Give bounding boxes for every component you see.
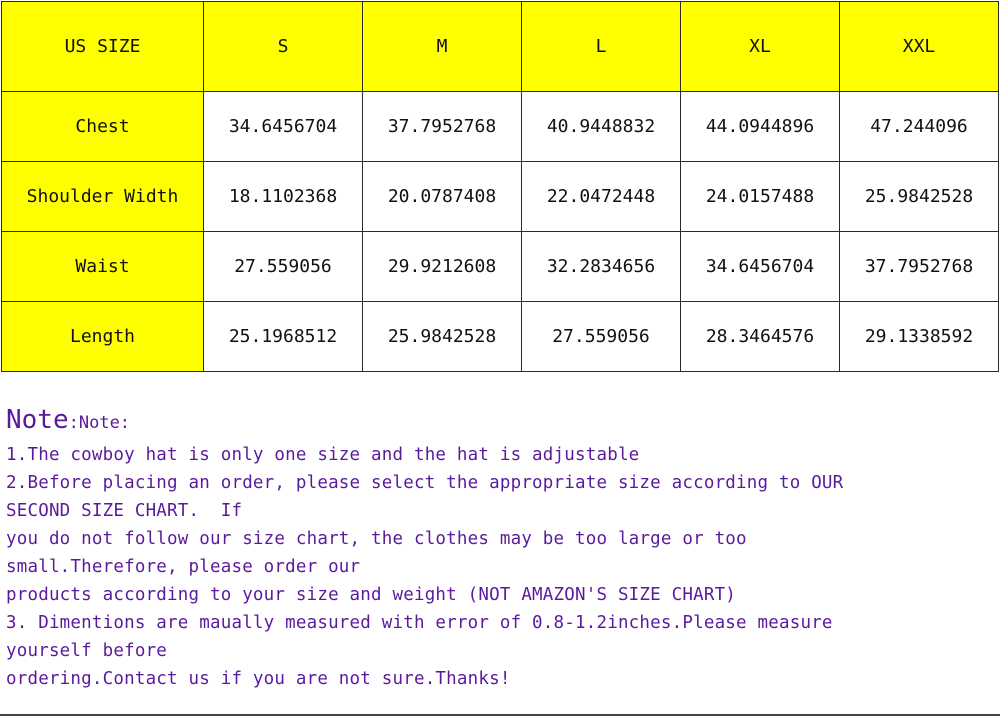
- note-line: small.Therefore, please order our: [6, 557, 361, 577]
- table-cell: 34.6456704: [204, 92, 363, 162]
- bottom-divider: [0, 714, 1000, 716]
- note-line: SECOND SIZE CHART. If: [6, 501, 243, 521]
- header-size-xxl: XXL: [840, 2, 999, 92]
- header-row: [2, 2, 999, 92]
- table-cell: 24.0157488: [681, 162, 840, 232]
- table-cell: 37.7952768: [840, 232, 999, 302]
- row-label: Length: [2, 302, 204, 372]
- table-cell: 40.9448832: [522, 92, 681, 162]
- note-line: you do not follow our size chart, the clothes may be too large or too: [6, 529, 747, 549]
- row-label: Shoulder Width: [2, 162, 204, 232]
- note-line: ordering.Contact us if you are not sure.Thanks!: [6, 669, 511, 689]
- table-cell: 32.2834656: [522, 232, 681, 302]
- table-cell: 47.244096: [840, 92, 999, 162]
- table-row-length: [2, 302, 999, 372]
- note-section: [6, 402, 996, 693]
- header-size-l: L: [522, 2, 681, 92]
- note-title: [6, 402, 996, 441]
- table-cell: 34.6456704: [681, 232, 840, 302]
- header-size-s: S: [204, 2, 363, 92]
- table-cell: 28.3464576: [681, 302, 840, 372]
- table-cell: 27.559056: [204, 232, 363, 302]
- row-label: Waist: [2, 232, 204, 302]
- header-size-m: M: [363, 2, 522, 92]
- table-cell: 22.0472448: [522, 162, 681, 232]
- table-cell: 25.1968512: [204, 302, 363, 372]
- note-line: 2.Before placing an order, please select the appropriate size according to OUR: [6, 473, 844, 493]
- note-line: 3. Dimentions are maually measured with error of 0.8-1.2inches.Please measure: [6, 613, 833, 633]
- table-row-shoulder-width: [2, 162, 999, 232]
- table-cell: 18.1102368: [204, 162, 363, 232]
- note-line: products according to your size and weight (NOT AMAZON'S SIZE CHART): [6, 585, 737, 605]
- row-label: Chest: [2, 92, 204, 162]
- header-us-size: US SIZE: [2, 2, 204, 92]
- table-cell: 20.0787408: [363, 162, 522, 232]
- note-line: 1.The cowboy hat is only one size and the hat is adjustable: [6, 445, 640, 465]
- table-cell: 37.7952768: [363, 92, 522, 162]
- note-title-large: Note: [6, 405, 69, 435]
- table-row-chest: [2, 92, 999, 162]
- note-title-small: :Note:: [68, 413, 131, 433]
- header-size-xl: XL: [681, 2, 840, 92]
- table-row-waist: [2, 232, 999, 302]
- table-cell: 29.1338592: [840, 302, 999, 372]
- table-cell: 27.559056: [522, 302, 681, 372]
- table-cell: 29.9212608: [363, 232, 522, 302]
- table-cell: 25.9842528: [840, 162, 999, 232]
- table-cell: 44.0944896: [681, 92, 840, 162]
- note-line: yourself before: [6, 641, 168, 661]
- size-chart-table: [1, 1, 999, 372]
- table-cell: 25.9842528: [363, 302, 522, 372]
